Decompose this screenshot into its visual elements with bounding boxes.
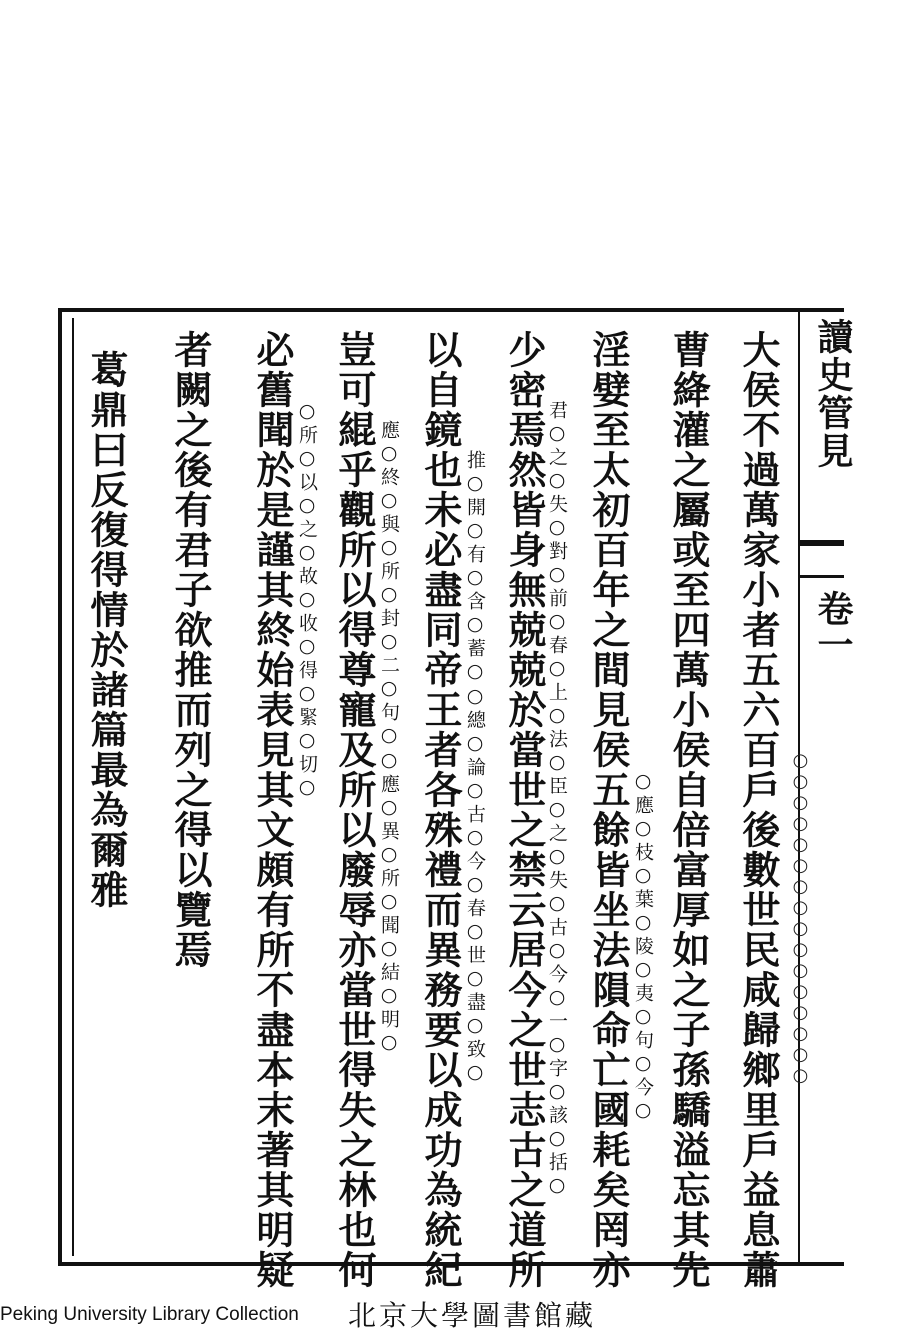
text-column: 大侯不過萬家小者五六百戶後數世民咸歸鄉里戶益息蕭 — [736, 330, 781, 1290]
text-column: 必舊聞於是謹其終始表見其文頗有所不盡本末著其明疑 — [250, 330, 295, 1290]
collection-credit: Peking University Library Collection — [0, 1304, 299, 1325]
text-column: 者闕之後有君子欲推而列之得以覽焉 — [168, 330, 213, 970]
text-column: 以自鏡也未必盡同帝王者各殊禮而異務要以成功為統紀 — [418, 330, 463, 1290]
gloss-column: ○應○枝○葉○陵○夷○句○今○ — [632, 770, 654, 1124]
gloss-column: 推○開○有○含○蓄○○總○論○古○今○春○世○盡○致○ — [464, 450, 486, 1086]
gloss-column: 應○終○與○所○封○二○句○○應○異○所○聞○結○明○ — [378, 420, 400, 1056]
gloss-column: ○所○以○之○故○收○得○緊○切○ — [296, 400, 318, 801]
punctuation-dots: ○○○○○○○○○○○○○○○○ — [790, 750, 811, 1086]
text-column: 豈可緄乎觀所以得尊寵及所以廢辱亦當世得失之林也何 — [332, 330, 377, 1290]
fishtail-mark — [800, 540, 844, 578]
inner-border-rule — [72, 318, 74, 1256]
volume-label: 卷一 — [812, 590, 854, 662]
gloss-column: 君○之○失○對○前○春○上○法○臣○之○失○古○今○一○字○該○括○ — [546, 400, 568, 1199]
collection-credit-zh: 北京大學圖書館藏 — [348, 1299, 597, 1332]
text-column: 曹絳灌之屬或至四萬小侯自倍富厚如之子孫驕溢忘其先 — [666, 330, 711, 1290]
book-title: 讀史管見 — [812, 318, 854, 470]
text-column: 少密焉然皆身無兢兢於當世之禁云居今之世志古之道所 — [502, 330, 547, 1290]
text-column: 淫嬖至太初百年之間見侯五餘皆坐法隕命亡國耗矣罔亦 — [586, 330, 631, 1290]
commentary-column: 葛鼎曰反復得情於諸篇最為爾雅 — [84, 350, 129, 910]
